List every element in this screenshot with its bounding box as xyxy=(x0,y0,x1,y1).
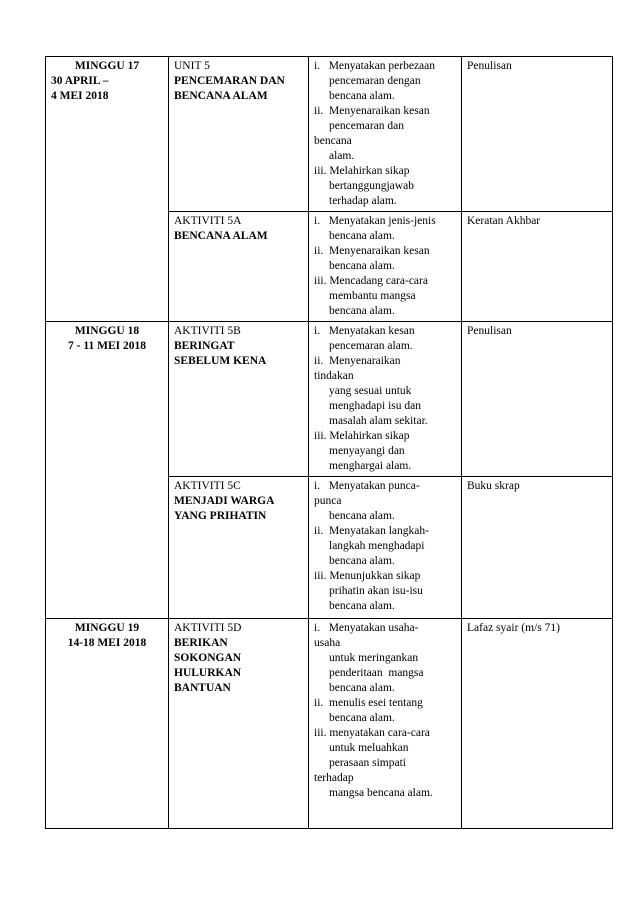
objective-line: ii. menulis esei tentang xyxy=(314,697,423,709)
objectives-cell xyxy=(309,57,462,212)
objective-line: ii. Menyenaraikan kesan xyxy=(314,245,430,257)
lesson-plan-body xyxy=(46,57,613,829)
unit-code: UNIT 5 xyxy=(174,60,210,72)
activity-label: Lafaz syair (m/s 71) xyxy=(467,622,560,634)
objective-line: menyayangi dan xyxy=(329,445,405,457)
objective-line: bencana alam. xyxy=(329,510,395,522)
week-label: MINGGU 17 xyxy=(74,60,140,72)
activity-cell xyxy=(462,619,613,829)
activity-cell xyxy=(462,477,613,619)
unit-code: AKTIVITI 5B xyxy=(174,325,241,337)
unit-cell xyxy=(169,619,309,829)
activity-cell xyxy=(462,57,613,212)
objective-line: ii. Menyenaraikan kesan xyxy=(314,105,430,117)
week-label: 14-18 MEI 2018 xyxy=(67,637,147,649)
objective-line: membantu mangsa xyxy=(329,290,416,302)
objective-line: penderitaan mangsa xyxy=(329,667,424,679)
objective-line: bencana alam. xyxy=(329,305,395,317)
objective-line: i. Menyatakan kesan xyxy=(314,325,415,337)
objective-line: perasaan simpati xyxy=(329,757,406,769)
objective-line: untuk meringankan xyxy=(329,652,419,664)
objective-line: terhadap alam. xyxy=(329,195,397,207)
week-label: 7 - 11 MEI 2018 xyxy=(68,340,146,352)
unit-cell xyxy=(169,57,309,212)
week-cell xyxy=(46,57,169,322)
objective-line: bertanggungjawab xyxy=(329,180,414,192)
objectives-cell xyxy=(309,619,462,829)
objective-line: bencana alam. xyxy=(329,260,395,272)
objective-line: iii. Menunjukkan sikap xyxy=(314,570,421,582)
unit-code: AKTIVITI 5C xyxy=(174,480,241,492)
activity-label: Penulisan xyxy=(467,60,512,72)
objectives-cell xyxy=(309,477,462,619)
objective-line: untuk meluahkan xyxy=(329,742,409,754)
objective-line: i. Menyatakan jenis-jenis xyxy=(314,215,436,227)
objective-line: usaha xyxy=(314,637,341,649)
objective-line: bencana alam. xyxy=(329,230,395,242)
objective-line: menghargai alam. xyxy=(329,460,412,472)
unit-cell xyxy=(169,212,309,322)
objective-line: bencana alam. xyxy=(329,600,395,612)
unit-code: AKTIVITI 5A xyxy=(174,215,242,227)
unit-title: BANTUAN xyxy=(174,682,231,694)
unit-title: BERINGAT xyxy=(174,340,235,352)
objective-line: masalah alam sekitar. xyxy=(329,415,428,427)
unit-title: MENJADI WARGA xyxy=(174,495,275,507)
objective-line: ii. Menyenaraikan xyxy=(314,355,401,367)
week-label: MINGGU 18 xyxy=(74,325,140,337)
objective-line: ii. Menyatakan langkah- xyxy=(314,525,429,537)
unit-title: HULURKAN xyxy=(174,667,242,679)
unit-title: BENCANA ALAM xyxy=(174,230,268,242)
activity-label: Buku skrap xyxy=(467,480,520,492)
objective-line: iii. Mencadang cara-cara xyxy=(314,275,428,287)
unit-title: BENCANA ALAM xyxy=(174,90,268,102)
objective-line: langkah menghadapi xyxy=(329,540,425,552)
activity-cell xyxy=(462,212,613,322)
unit-title: BERIKAN xyxy=(174,637,228,649)
unit-title: SOKONGAN xyxy=(174,652,242,664)
objective-line: i. Menyatakan perbezaan xyxy=(314,60,436,72)
objective-line: bencana alam. xyxy=(329,682,395,694)
objective-line: pencemaran alam. xyxy=(329,340,413,352)
lesson-plan-table xyxy=(45,56,613,829)
objective-line: punca xyxy=(314,495,342,507)
week-cell xyxy=(46,322,169,619)
unit-title: SEBELUM KENA xyxy=(174,355,267,367)
objective-line: bencana alam. xyxy=(329,90,395,102)
week-label: 4 MEI 2018 xyxy=(51,90,109,102)
objectives-cell xyxy=(309,322,462,477)
objective-line: pencemaran dan xyxy=(329,120,405,132)
activity-label: Penulisan xyxy=(467,325,512,337)
objective-line: bencana alam. xyxy=(329,712,395,724)
week-label: 30 APRIL – xyxy=(51,75,109,87)
objective-line: menghadapi isu dan xyxy=(329,400,421,412)
unit-title: YANG PRIHATIN xyxy=(174,510,267,522)
activity-cell xyxy=(462,322,613,477)
objective-line: tindakan xyxy=(314,370,354,382)
objective-line: prihatin akan isu-isu xyxy=(329,585,423,597)
objective-line: bencana alam. xyxy=(329,555,395,567)
objective-line: i. Menyatakan usaha- xyxy=(314,622,419,634)
objective-line: iii. Melahirkan sikap xyxy=(314,430,410,442)
unit-cell xyxy=(169,477,309,619)
objective-line: pencemaran dengan xyxy=(329,75,421,87)
activity-label: Keratan Akhbar xyxy=(467,215,541,227)
objective-line: iii. Melahirkan sikap xyxy=(314,165,410,177)
objective-line: yang sesuai untuk xyxy=(329,385,412,397)
unit-code: AKTIVITI 5D xyxy=(174,622,242,634)
unit-cell xyxy=(169,322,309,477)
objective-line: terhadap xyxy=(314,772,354,784)
table-row xyxy=(46,57,613,212)
objective-line: iii. menyatakan cara-cara xyxy=(314,727,430,739)
table-row xyxy=(46,322,613,477)
objectives-cell xyxy=(309,212,462,322)
table-row xyxy=(46,619,613,829)
week-label: MINGGU 19 xyxy=(74,622,140,634)
objective-line: alam. xyxy=(329,150,355,162)
objective-line: mangsa bencana alam. xyxy=(329,787,433,799)
week-cell xyxy=(46,619,169,829)
objective-line: i. Menyatakan punca- xyxy=(314,480,420,492)
unit-title: PENCEMARAN DAN xyxy=(174,75,285,87)
objective-line: bencana xyxy=(314,135,352,147)
